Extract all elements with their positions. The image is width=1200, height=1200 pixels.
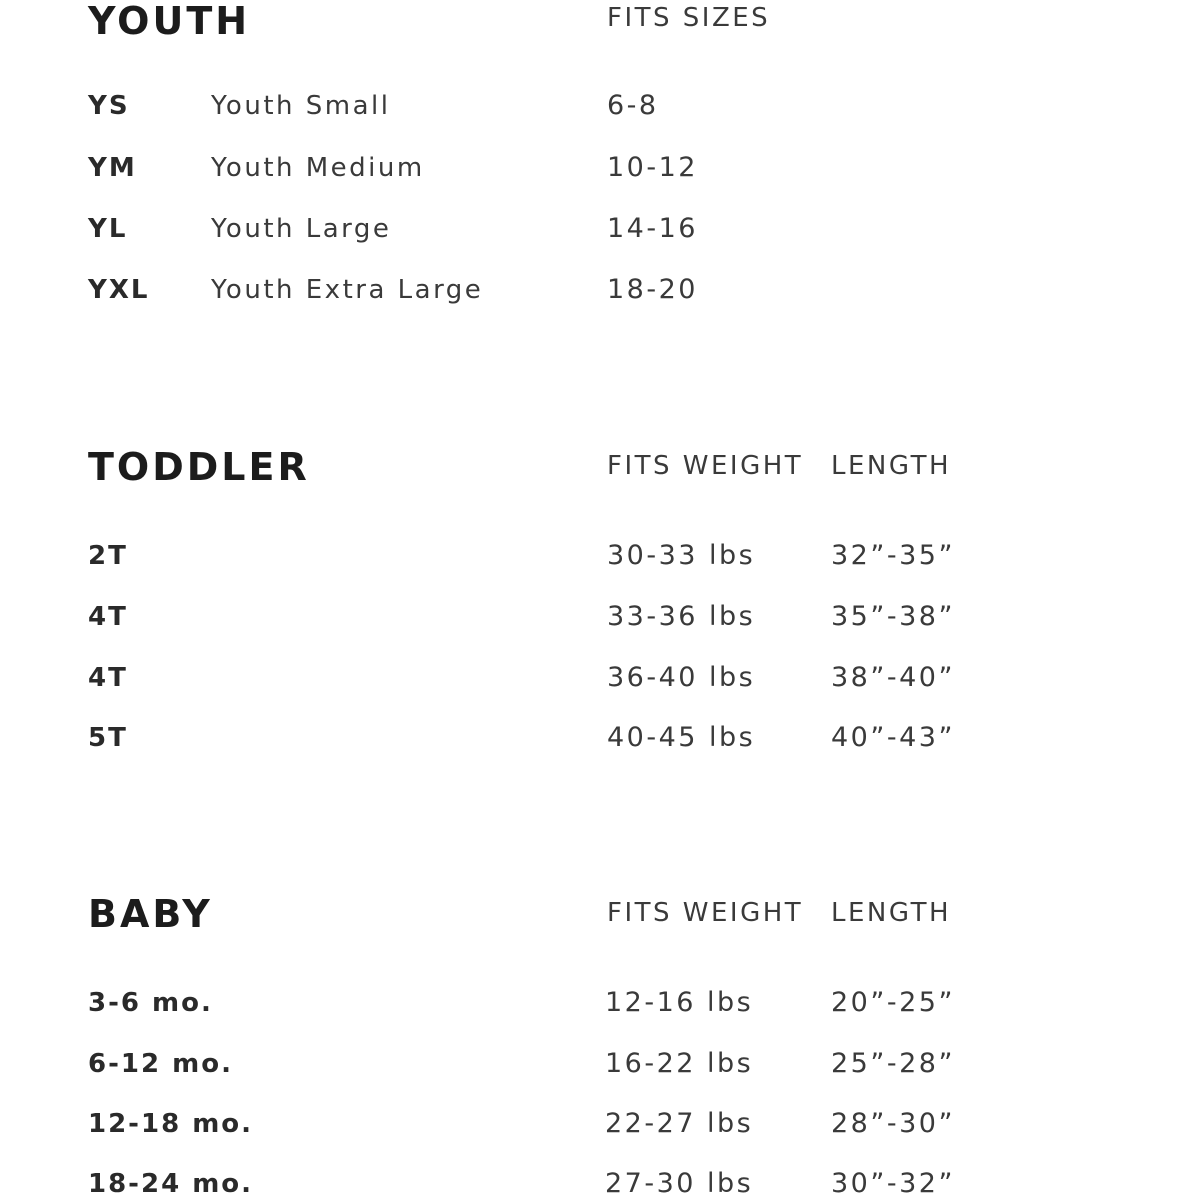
baby-row-code: 3-6 mo. — [88, 988, 213, 1018]
toddler-row-code: 4T — [88, 663, 128, 693]
baby-row-weight: 22-27 lbs — [605, 1108, 754, 1139]
toddler-row-code: 2T — [88, 541, 128, 571]
youth-row-fits: 6-8 — [607, 90, 659, 121]
youth-row-fits: 14-16 — [607, 213, 698, 244]
baby-section-title: BABY — [88, 892, 213, 936]
toddler-row-length: 38”-40” — [831, 662, 955, 693]
baby-row-code: 6-12 mo. — [88, 1049, 233, 1079]
baby-fits-weight-header: FITS WEIGHT — [607, 898, 804, 928]
baby-row-weight: 16-22 lbs — [605, 1048, 754, 1079]
toddler-row-code: 5T — [88, 723, 128, 753]
baby-row-code: 18-24 mo. — [88, 1169, 254, 1199]
youth-row-code: YXL — [88, 275, 150, 305]
toddler-row-length: 32”-35” — [831, 540, 955, 571]
toddler-fits-weight-header: FITS WEIGHT — [607, 451, 804, 481]
baby-row-length: 25”-28” — [831, 1048, 955, 1079]
baby-row-code: 12-18 mo. — [88, 1109, 254, 1139]
baby-row-weight: 27-30 lbs — [605, 1168, 754, 1199]
baby-length-header: LENGTH — [831, 898, 952, 928]
toddler-row-weight: 40-45 lbs — [607, 722, 756, 753]
youth-row-name: Youth Medium — [211, 153, 425, 183]
baby-row-length: 20”-25” — [831, 987, 955, 1018]
youth-row-code: YM — [88, 153, 137, 183]
toddler-row-length: 40”-43” — [831, 722, 955, 753]
baby-row-length: 30”-32” — [831, 1168, 955, 1199]
youth-section-title: YOUTH — [88, 0, 251, 43]
youth-fits-sizes-header: FITS SIZES — [607, 3, 771, 33]
toddler-row-weight: 36-40 lbs — [607, 662, 756, 693]
baby-row-weight: 12-16 lbs — [605, 987, 754, 1018]
toddler-section-title: TODDLER — [88, 445, 310, 489]
toddler-row-weight: 33-36 lbs — [607, 601, 756, 632]
youth-row-name: Youth Extra Large — [211, 275, 484, 305]
youth-row-name: Youth Small — [211, 91, 391, 121]
youth-row-fits: 18-20 — [607, 274, 698, 305]
youth-row-fits: 10-12 — [607, 152, 698, 183]
toddler-row-length: 35”-38” — [831, 601, 955, 632]
toddler-length-header: LENGTH — [831, 451, 952, 481]
youth-row-code: YS — [88, 91, 130, 121]
youth-row-code: YL — [88, 214, 128, 244]
toddler-row-weight: 30-33 lbs — [607, 540, 756, 571]
youth-row-name: Youth Large — [211, 214, 392, 244]
baby-row-length: 28”-30” — [831, 1108, 955, 1139]
toddler-row-code: 4T — [88, 602, 128, 632]
